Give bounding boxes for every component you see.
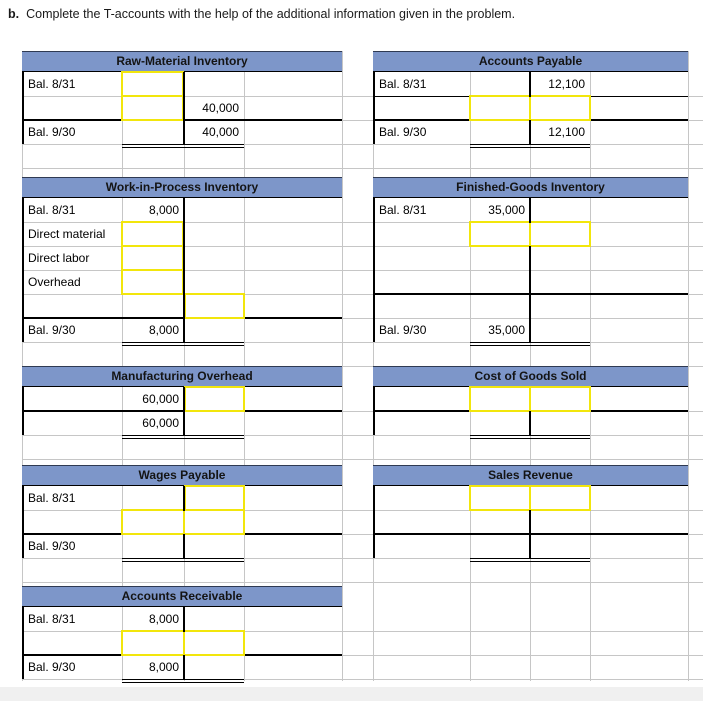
- manufacturing-overhead-header: [22, 366, 342, 387]
- manufacturing-overhead-row2-label: [24, 411, 120, 435]
- cost-of-goods-sold-balance-double-underline: [470, 435, 590, 439]
- finished-goods-inventory-row5-credit-value: [530, 294, 585, 318]
- sales-revenue-row1-credit-value: [530, 486, 585, 510]
- finished-goods-inventory-title: Finished-Goods Inventory: [456, 180, 605, 194]
- cost-of-goods-sold-row1-credit-value: [530, 387, 585, 411]
- sales-revenue-row1-debit-value: [470, 486, 525, 510]
- finished-goods-inventory-row4-debit-value: [470, 270, 525, 294]
- sales-revenue-row3-credit-value: [530, 534, 585, 558]
- wages-payable-row1-label: Bal. 8/31: [28, 491, 76, 505]
- raw-material-inventory-row1-debit-value: [122, 72, 179, 96]
- work-in-process-inventory-row2-label: Direct material: [28, 227, 106, 241]
- work-in-process-inventory-row1-debit-value: 8,000: [148, 203, 179, 217]
- wages-payable-row3-label: Bal. 9/30: [28, 539, 76, 553]
- work-in-process-inventory-row3-credit-value: [184, 246, 239, 270]
- sales-revenue-header: [373, 465, 688, 486]
- gridline-horizontal: [22, 582, 703, 583]
- accounts-receivable-row1-label: Bal. 8/31: [28, 612, 76, 626]
- wages-payable-row3-credit-value: [184, 534, 239, 558]
- accounts-payable-row3-label: Bal. 9/30: [379, 125, 427, 139]
- work-in-process-inventory-row2-debit-value: [122, 222, 179, 246]
- work-in-process-inventory-row1-label: Bal. 8/31: [28, 203, 76, 217]
- accounts-receivable-row3-debit-value: 8,000: [148, 660, 179, 674]
- work-in-process-inventory-row4-debit-value: [122, 270, 179, 294]
- accounts-payable-row2-credit-value: [530, 96, 585, 120]
- finished-goods-inventory-row6-label: Bal. 9/30: [379, 323, 427, 337]
- work-in-process-inventory-row1-credit-value: [184, 198, 239, 222]
- accounts-payable-row1-credit-value: 12,100: [548, 77, 585, 91]
- sheet-bottom-strip: [0, 687, 703, 701]
- accounts-payable-title: Accounts Payable: [478, 54, 583, 68]
- work-in-process-inventory-row6-debit-value: 8,000: [148, 323, 179, 337]
- instruction-label: b.: [8, 7, 20, 21]
- finished-goods-inventory-row2-debit-value: [470, 222, 525, 246]
- wages-payable-header: [22, 465, 342, 486]
- wages-payable-row1-credit-value: [184, 486, 239, 510]
- finished-goods-inventory-row2-label: [375, 222, 468, 246]
- finished-goods-inventory-header: [373, 177, 688, 198]
- raw-material-inventory-row3-debit-value: [122, 120, 179, 144]
- accounts-payable-header: [373, 51, 688, 72]
- cost-of-goods-sold-row2-debit-value: [470, 411, 525, 435]
- finished-goods-inventory-row4-label: [375, 270, 468, 294]
- work-in-process-inventory-row6-credit-value: [184, 318, 239, 342]
- wages-payable-row3-debit-value: [122, 534, 179, 558]
- sales-revenue-row3-label: [375, 534, 468, 558]
- raw-material-inventory-row2-label: [24, 96, 120, 120]
- accounts-payable-row3-debit-value: [470, 120, 525, 144]
- manufacturing-overhead-row1-label: [24, 387, 120, 411]
- sales-revenue-row2-label: [375, 510, 468, 534]
- raw-material-inventory-row3-label: Bal. 9/30: [28, 125, 76, 139]
- accounts-payable-balance-double-underline: [470, 144, 590, 148]
- finished-goods-inventory-row1-debit-value: 35,000: [488, 203, 525, 217]
- accounts-receivable-row1-debit-value: 8,000: [148, 612, 179, 626]
- work-in-process-inventory-row5-credit-value: [184, 294, 239, 318]
- sales-revenue-title: Sales Revenue: [488, 468, 573, 482]
- cost-of-goods-sold-row2-credit-value: [530, 411, 585, 435]
- finished-goods-inventory-row5-label: [375, 294, 468, 318]
- accounts-receivable-title: Accounts Receivable: [121, 589, 243, 603]
- wages-payable-row2-debit-value: [122, 510, 179, 534]
- work-in-process-inventory-row6-label: Bal. 9/30: [28, 323, 76, 337]
- accounts-payable-row2-debit-value: [470, 96, 525, 120]
- finished-goods-inventory-balance-double-underline: [470, 342, 590, 346]
- finished-goods-inventory-row2-credit-value: [530, 222, 585, 246]
- accounts-receivable-header: [22, 586, 342, 607]
- accounts-receivable-row1-credit-value: [184, 607, 239, 631]
- manufacturing-overhead-title: Manufacturing Overhead: [111, 369, 253, 383]
- manufacturing-overhead-row2-credit-value: [184, 411, 239, 435]
- sales-revenue-row3-debit-value: [470, 534, 525, 558]
- sales-revenue-row1-label: [375, 486, 468, 510]
- gridline-horizontal: [22, 459, 703, 460]
- wages-payable-row2-label: [24, 510, 120, 534]
- accounts-payable-row3-credit-value: 12,100: [548, 125, 585, 139]
- cost-of-goods-sold-row2-label: [375, 411, 468, 435]
- accounts-receivable-row3-credit-value: [184, 655, 239, 679]
- wages-payable-balance-double-underline: [122, 558, 244, 562]
- instruction-text: Complete the T-accounts with the help of the additional information given in the problem.: [26, 7, 516, 21]
- accounts-receivable-row2-debit-value: [122, 631, 179, 655]
- cost-of-goods-sold-title: Cost of Goods Sold: [474, 369, 587, 383]
- work-in-process-inventory-row3-debit-value: [122, 246, 179, 270]
- accounts-payable-row1-label: Bal. 8/31: [379, 77, 427, 91]
- wages-payable-row1-debit-value: [122, 486, 179, 510]
- wages-payable-title: Wages Payable: [138, 468, 226, 482]
- finished-goods-inventory-row1-credit-value: [530, 198, 585, 222]
- raw-material-inventory-balance-double-underline: [122, 144, 244, 148]
- work-in-process-inventory-row5-debit-value: [122, 294, 179, 318]
- manufacturing-overhead-row1-debit-value: 60,000: [142, 392, 179, 406]
- cost-of-goods-sold-header: [373, 366, 688, 387]
- accounts-receivable-row2-credit-value: [184, 631, 239, 655]
- raw-material-inventory-row3-credit-value: 40,000: [202, 125, 239, 139]
- work-in-process-inventory-row5-label: [24, 294, 120, 318]
- instruction: [8, 7, 515, 21]
- raw-material-inventory-row1-label: Bal. 8/31: [28, 77, 76, 91]
- sales-revenue-row2-credit-value: [530, 510, 585, 534]
- finished-goods-inventory-row4-credit-value: [530, 270, 585, 294]
- accounts-receivable-row2-label: [24, 631, 120, 655]
- finished-goods-inventory-row6-debit-value: 35,000: [488, 323, 525, 337]
- raw-material-inventory-row2-debit-value: [122, 96, 179, 120]
- work-in-process-inventory-row4-label: Overhead: [28, 275, 81, 289]
- raw-material-inventory-row1-credit-value: [184, 72, 239, 96]
- work-in-process-inventory-row3-label: Direct labor: [28, 251, 90, 265]
- work-in-process-inventory-header: [22, 177, 342, 198]
- accounts-receivable-balance-double-underline: [122, 679, 244, 683]
- cost-of-goods-sold-row1-label: [375, 387, 468, 411]
- finished-goods-inventory-row3-label: [375, 246, 468, 270]
- sales-revenue-balance-double-underline: [470, 558, 590, 562]
- cost-of-goods-sold-row1-debit-value: [470, 387, 525, 411]
- work-in-process-inventory-row2-credit-value: [184, 222, 239, 246]
- work-in-process-inventory-row4-credit-value: [184, 270, 239, 294]
- manufacturing-overhead-balance-double-underline: [122, 435, 244, 439]
- wages-payable-row2-credit-value: [184, 510, 239, 534]
- raw-material-inventory-row2-credit-value: 40,000: [202, 101, 239, 115]
- raw-material-inventory-title: Raw-Material Inventory: [116, 54, 248, 68]
- work-in-process-inventory-balance-double-underline: [122, 342, 244, 346]
- work-in-process-inventory-title: Work-in-Process Inventory: [105, 180, 259, 194]
- finished-goods-inventory-row3-credit-value: [530, 246, 585, 270]
- finished-goods-inventory-row6-credit-value: [530, 318, 585, 342]
- gridline-horizontal: [22, 168, 703, 169]
- manufacturing-overhead-row2-debit-value: 60,000: [142, 416, 179, 430]
- accounts-payable-row2-label: [375, 96, 468, 120]
- manufacturing-overhead-row1-credit-value: [184, 387, 239, 411]
- finished-goods-inventory-row1-label: Bal. 8/31: [379, 203, 427, 217]
- raw-material-inventory-header: [22, 51, 342, 72]
- sales-revenue-row2-debit-value: [470, 510, 525, 534]
- accounts-receivable-row3-label: Bal. 9/30: [28, 660, 76, 674]
- finished-goods-inventory-row3-debit-value: [470, 246, 525, 270]
- accounts-payable-row1-debit-value: [470, 72, 525, 96]
- finished-goods-inventory-row5-debit-value: [470, 294, 525, 318]
